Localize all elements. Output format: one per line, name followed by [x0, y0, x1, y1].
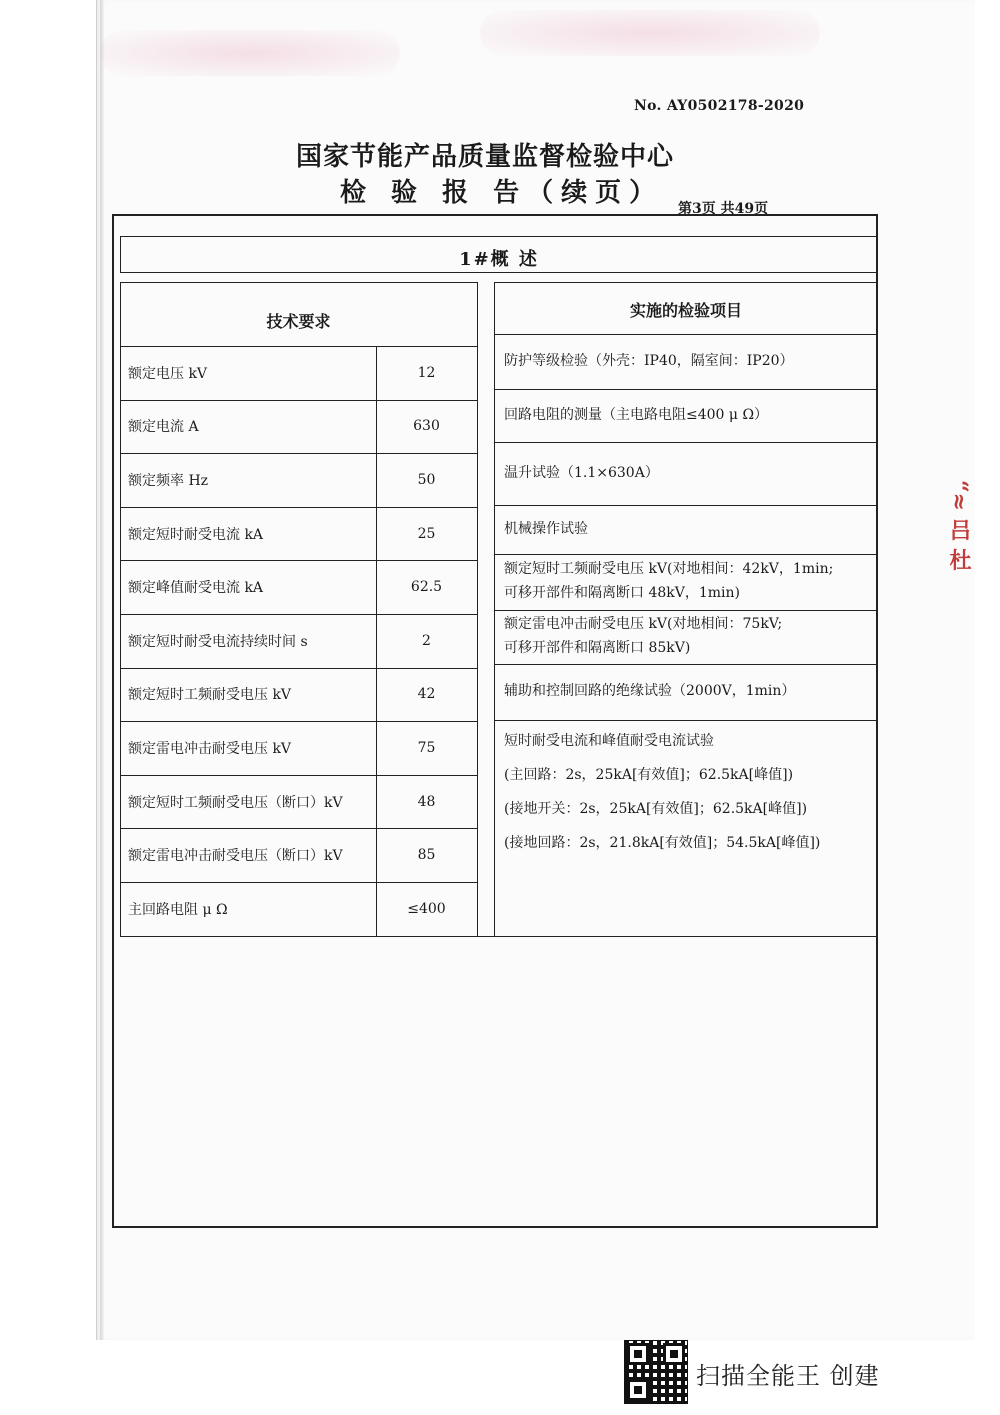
- requirement-value: 50: [417, 471, 436, 488]
- test-item-text: (接地开关：2s，25kA[有效值]；62.5kA[峰值]): [504, 801, 808, 817]
- requirement-label: 额定短时工频耐受电压 kV: [128, 687, 292, 704]
- table-border: [477, 282, 478, 936]
- requirement-value: 85: [417, 847, 436, 864]
- requirement-label: 额定电压 kV: [128, 365, 208, 382]
- table-border: [494, 282, 495, 936]
- table-border: [120, 936, 878, 937]
- table-row-border: [494, 505, 878, 506]
- test-item-text: 温升试验（1.1×630A）: [504, 464, 659, 481]
- qr-finder: [627, 1343, 649, 1365]
- stain: [100, 30, 400, 76]
- requirement-label: 额定峰值耐受电流 kA: [128, 580, 264, 597]
- requirement-value: 62.5: [410, 579, 443, 596]
- table-row-border: [494, 720, 878, 721]
- test-item-text: 防护等级检验（外壳：IP40，隔室间：IP20）: [504, 352, 794, 369]
- table-row-border: [494, 389, 878, 390]
- test-item-text: (接地回路：2s，21.8kA[有效值]；54.5kA[峰值]): [504, 835, 821, 851]
- qr-code: [624, 1340, 688, 1404]
- table-border: [494, 282, 878, 283]
- table-row-border: [494, 664, 878, 665]
- report-title: 检 验 报 告（续页）: [340, 178, 664, 208]
- test-item-text: 可移开部件和隔离断口 85kV): [504, 640, 691, 656]
- test-item-text: 额定雷电冲击耐受电压 kV(对地相间：75kV;: [504, 616, 783, 632]
- table-row-border: [494, 610, 878, 611]
- overview-header: [120, 236, 878, 272]
- stain: [480, 10, 820, 56]
- requirement-label: 额定频率 Hz: [128, 472, 209, 489]
- requirement-value: 630: [413, 418, 440, 435]
- requirement-value: 75: [417, 739, 436, 756]
- red-stamp-edge: “≈ 吕 杜: [946, 480, 972, 571]
- table-row-border: [494, 554, 878, 555]
- tech-requirements-heading: 技术要求: [266, 312, 331, 331]
- requirement-label: 主回路电阻 μ Ω: [128, 901, 228, 918]
- table-border: [120, 282, 121, 936]
- requirement-value: 48: [417, 793, 436, 810]
- requirement-value: 25: [417, 525, 436, 542]
- requirement-label: 额定电流 A: [128, 419, 199, 436]
- requirement-value: ≤400: [407, 900, 446, 917]
- test-item-text: (主回路：2s，25kA[有效值]；62.5kA[峰值]): [504, 767, 794, 783]
- requirement-label: 额定雷电冲击耐受电压（断口）kV: [128, 848, 343, 865]
- qr-finder: [627, 1379, 649, 1401]
- table-row-border: [494, 442, 878, 443]
- section-title: 1#概 述: [459, 249, 539, 270]
- page-indicator: 第3页 共49页: [678, 201, 769, 217]
- requirement-value: 2: [422, 632, 431, 649]
- test-item-text: 短时耐受电流和峰值耐受电流试验: [504, 733, 714, 749]
- test-item-text: 机械操作试验: [504, 520, 588, 537]
- table-border: [120, 282, 477, 283]
- requirement-value: 42: [417, 686, 436, 703]
- table-row-border: [494, 334, 878, 335]
- requirement-value: 12: [417, 364, 436, 381]
- test-items-heading: 实施的检验项目: [629, 301, 742, 320]
- requirement-label: 额定短时耐受电流持续时间 s: [128, 633, 308, 650]
- requirement-label: 额定雷电冲击耐受电压 kV: [128, 740, 292, 757]
- test-item-text: 辅助和控制回路的绝缘试验（2000V，1min）: [504, 683, 796, 699]
- organization-title: 国家节能产品质量监督检验中心: [296, 142, 675, 172]
- qr-finder: [663, 1343, 685, 1365]
- requirement-label: 额定短时耐受电流 kA: [128, 526, 264, 543]
- test-item-text: 回路电阻的测量（主电路电阻≤400 μ Ω）: [504, 406, 769, 423]
- test-item-text: 可移开部件和隔离断口 48kV，1min): [504, 585, 740, 601]
- table-border: [120, 272, 878, 273]
- scanner-watermark: 扫描全能王 创建: [696, 1362, 880, 1390]
- report-number: No. AY0502178-2020: [634, 98, 805, 114]
- test-item-text: 额定短时工频耐受电压 kV(对地相间：42kV，1min;: [504, 561, 834, 577]
- requirement-label: 额定短时工频耐受电压（断口）kV: [128, 794, 343, 811]
- binding-fold: [100, 0, 104, 1340]
